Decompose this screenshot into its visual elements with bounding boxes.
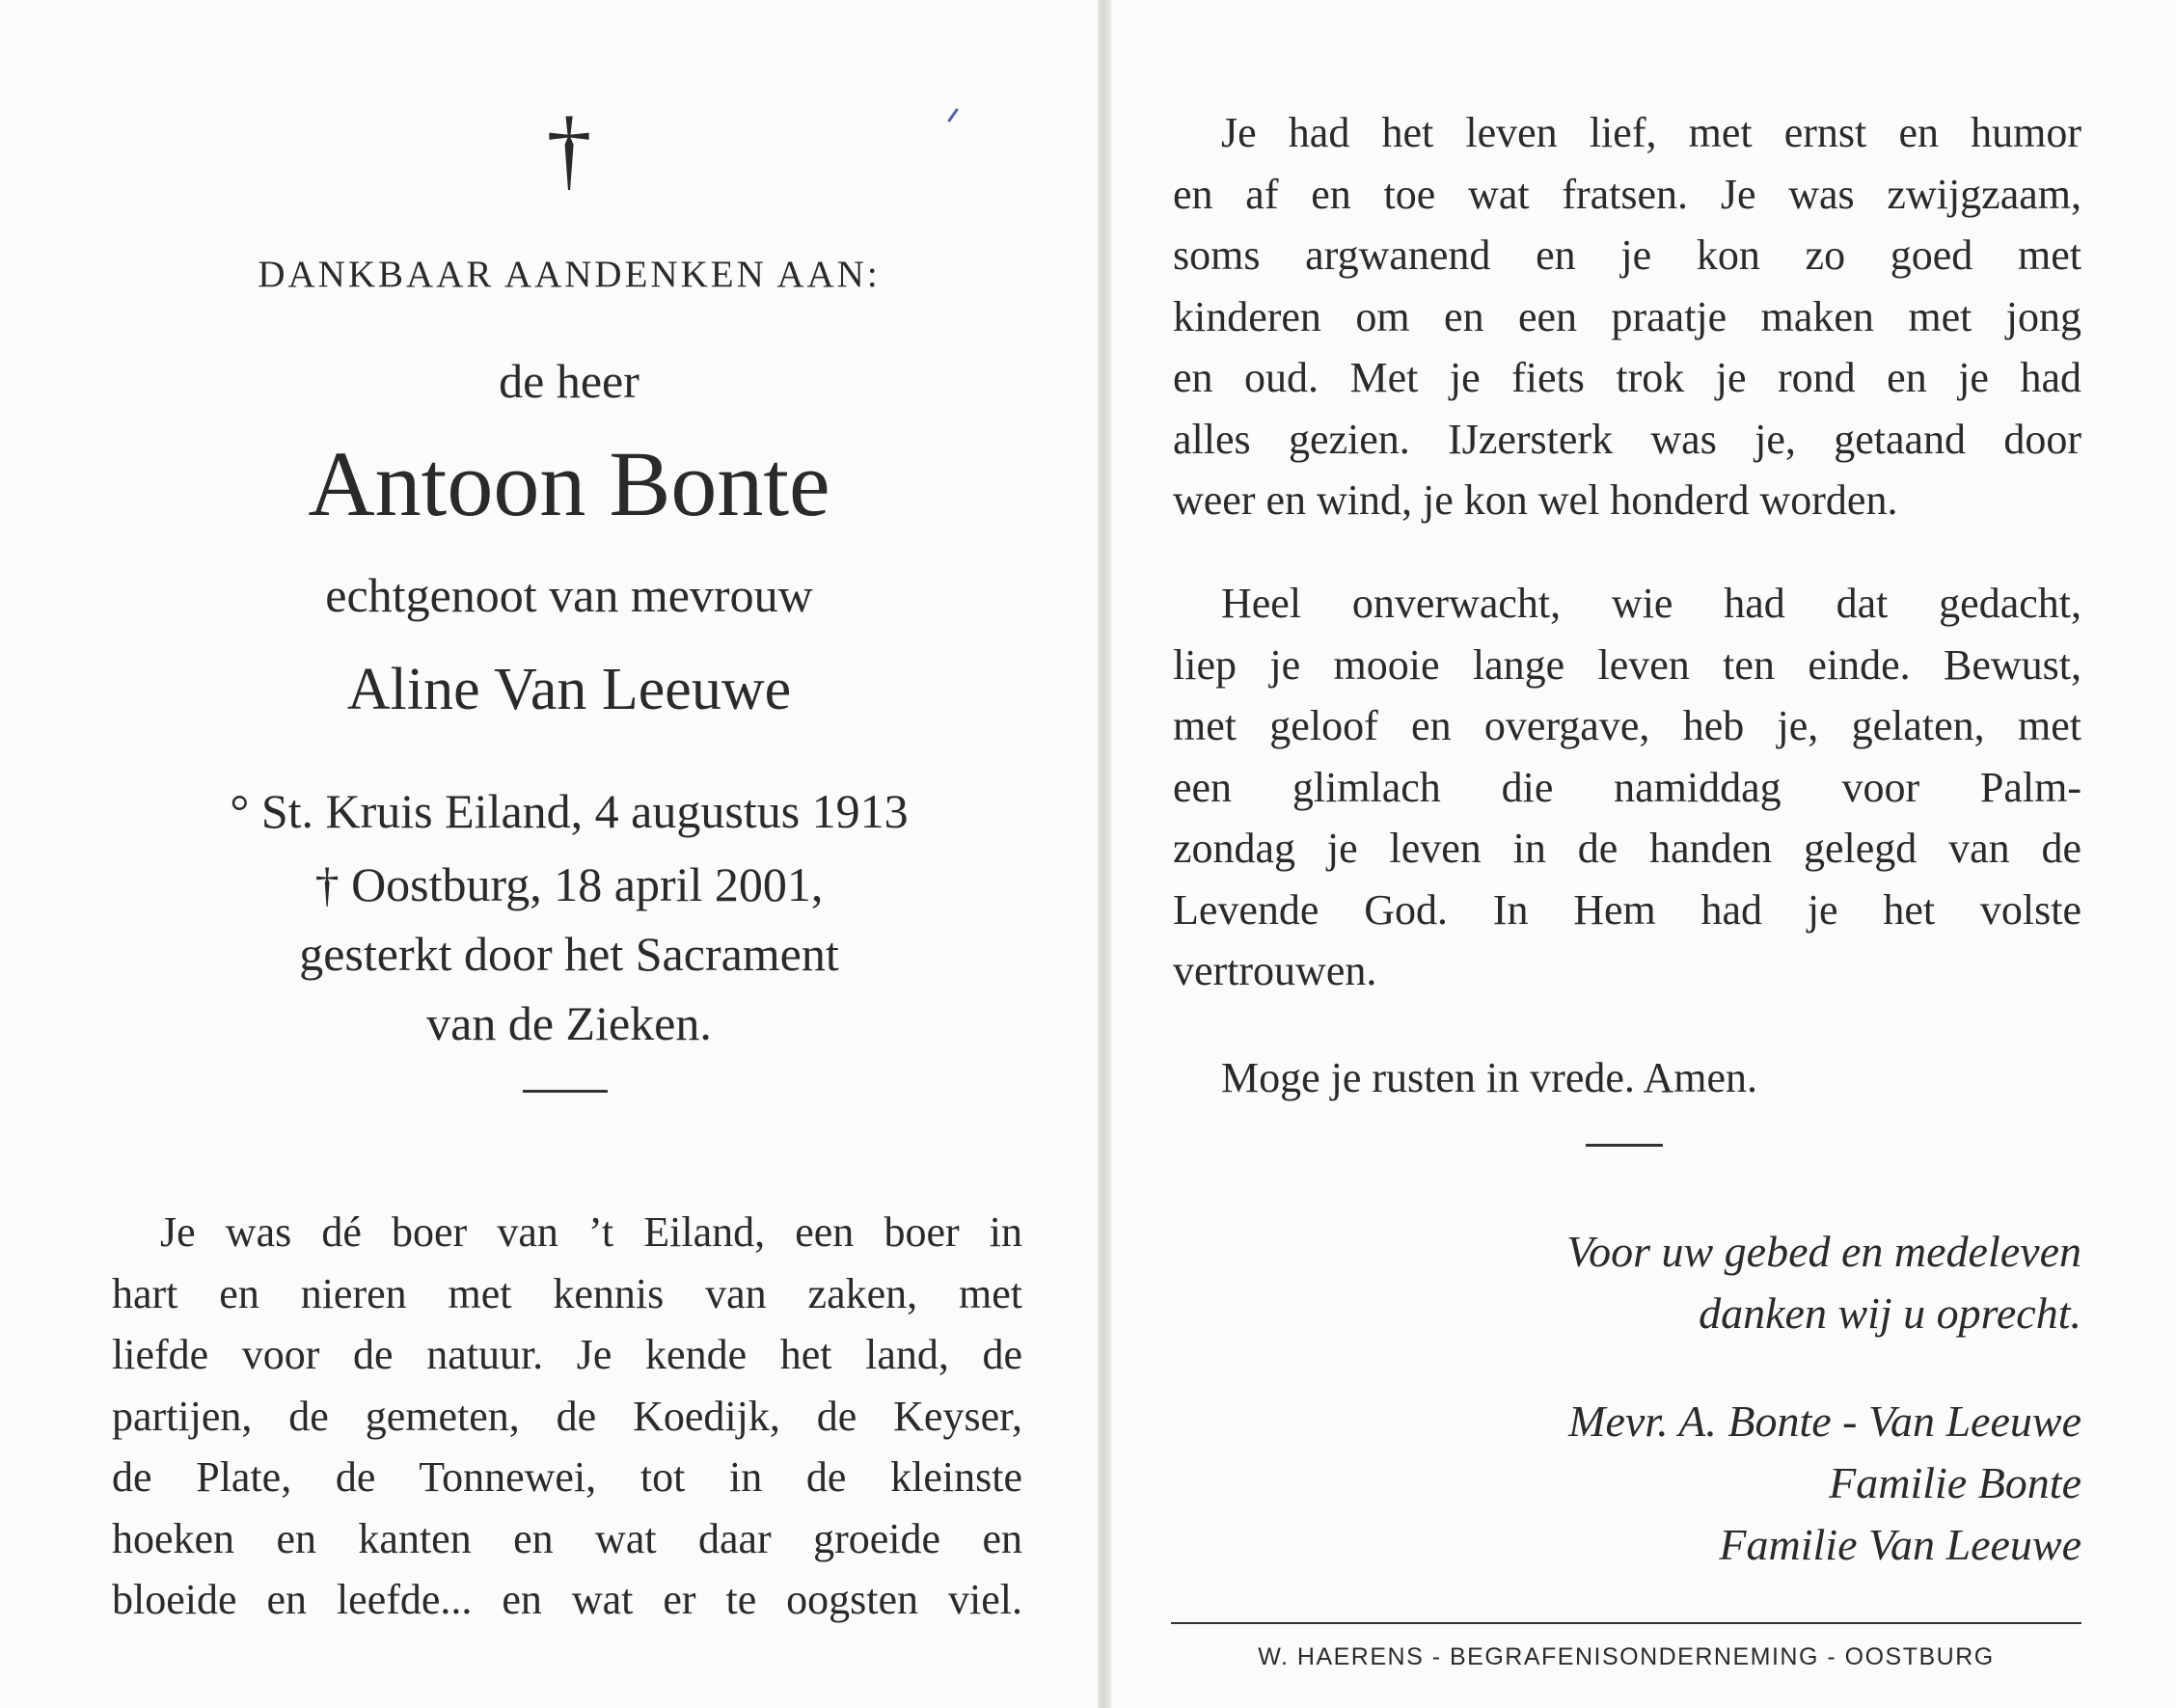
paragraph-line: een glimlach die namiddag voor Palm- <box>1173 763 2081 811</box>
paragraph-line: liep je mooie lange leven ten einde. Bewust, <box>1173 640 2081 689</box>
birth-line: ° St. Kruis Eiland, 4 augustus 1913 <box>230 784 909 838</box>
paragraph-line: en af en toe wat fratsen. Je was zwijgzaam, <box>1173 170 2081 218</box>
tribute-paragraph-left <box>112 1202 1022 1631</box>
paragraph-line: alles gezien. IJzersterk was je, getaand door <box>1173 415 2081 463</box>
signatory: Familie Bonte <box>1829 1458 2081 1507</box>
spouse-intro: echtgenoot van mevrouw <box>325 568 813 622</box>
thanks-line: danken wij u oprecht. <box>1699 1288 2081 1338</box>
divider-left <box>523 1090 608 1093</box>
paragraph-line: vertrouwen. <box>1173 947 1377 994</box>
signatory: Familie Van Leeuwe <box>1719 1520 2081 1569</box>
tribute-paragraph-right-2 <box>1173 573 2081 1002</box>
divider-right <box>1586 1144 1663 1147</box>
death-line: † Oostburg, 18 april 2001, <box>314 857 824 911</box>
paragraph-line: en oud. Met je fiets trok je rond en je had <box>1173 354 2081 401</box>
paragraph-line: kinderen om en een praatje maken met jong <box>1173 292 2081 340</box>
paragraph-line: zondag je leven in de handen gelegd van de <box>1173 825 2081 872</box>
paragraph-line: de Plate, de Tonnewei, tot in de kleinste <box>112 1453 1022 1501</box>
signatories-block <box>1568 1391 2081 1576</box>
paragraph-line: Je was dé boer van ’t Eiland, een boer in <box>160 1208 1022 1256</box>
paragraph-line: partijen, de gemeten, de Koedijk, de Keyser, <box>112 1392 1022 1440</box>
paragraph-line: Levende God. In Hem had je het volste <box>1173 885 2081 934</box>
paragraph-line: Je had het leven lief, met ernst en humor <box>1221 109 2081 156</box>
paragraph-line: met geloof en overgave, heb je, gelaten, met <box>1173 702 2081 749</box>
deceased-name: Antoon Bonte <box>308 432 830 535</box>
paragraph-line: hoeken en kanten en wat daar groeide en <box>112 1514 1022 1562</box>
cross-icon: † <box>546 99 592 200</box>
title-prefix: de heer <box>499 354 639 408</box>
memorial-heading: DANKBAAR AANDENKEN AAN: <box>258 254 881 295</box>
closing-line: Moge je rusten in vrede. Amen. <box>1221 1054 1757 1101</box>
paragraph-line: liefde voor de natuur. Je kende het land, de <box>112 1331 1022 1378</box>
paragraph-line: bloeide en leefde... en wat er te oogsten viel. <box>112 1576 1022 1623</box>
funeral-home-footer: W. HAERENS - BEGRAFENISONDERNEMING - OOSTBURG <box>1258 1643 1995 1670</box>
thanks-line: Voor uw gebed en medeleven <box>1566 1227 2081 1276</box>
paragraph-line: hart en nieren met kennis van zaken, met <box>112 1269 1022 1317</box>
tribute-paragraph-right-1 <box>1173 102 2081 531</box>
spouse-name: Aline Van Leeuwe <box>346 657 792 722</box>
paragraph-line: Heel onverwacht, wie had dat gedacht, <box>1221 580 2081 627</box>
footer-rule <box>1171 1622 2081 1624</box>
sacrament-line-1: gesterkt door het Sacrament <box>299 927 839 981</box>
paragraph-line: soms argwanend en je kon zo goed met <box>1173 231 2081 279</box>
signatory: Mevr. A. Bonte - Van Leeuwe <box>1568 1396 2081 1446</box>
paragraph-line: weer en wind, je kon wel honderd worden. <box>1173 476 1898 524</box>
sacrament-line-2: van de Zieken. <box>426 996 712 1050</box>
thanks-block <box>1566 1221 2081 1344</box>
